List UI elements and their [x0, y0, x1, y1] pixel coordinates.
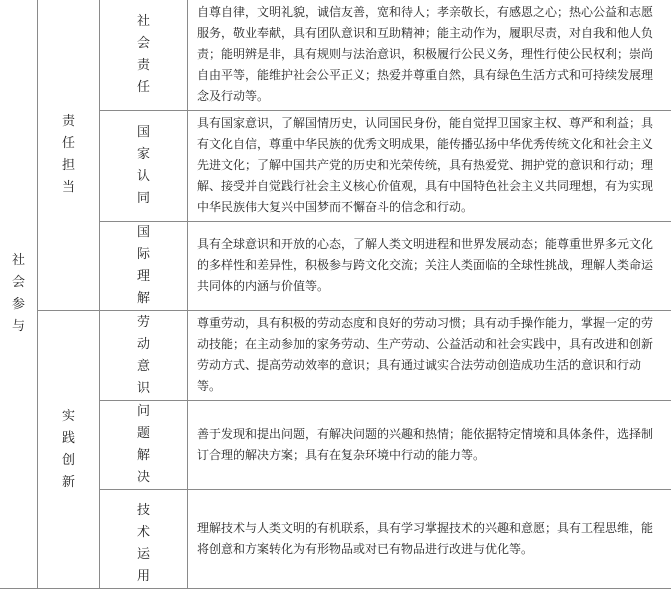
item-label: 问题解决 — [136, 401, 152, 489]
description-cell — [188, 311, 671, 401]
dimension-label: 社会参与 — [11, 250, 27, 338]
group-label: 责任担当 — [61, 111, 77, 199]
item-label: 技术运用 — [136, 490, 152, 588]
item-label: 社会责任 — [136, 11, 152, 99]
description-cell — [188, 111, 671, 222]
item-label: 国际理解 — [136, 222, 152, 310]
table-row — [0, 111, 671, 222]
description-text: 理解技术与人类文明的有机联系，具有学习掌握技术的兴趣和意愿；具有工程思维，能将创意和方案转化为有形物品或对已有物品进行改进与优化等。 — [197, 518, 664, 560]
description-text: 具有全球意识和开放的心态，了解人类文明进程和世界发展动态；能尊重世界多元文化的多样性和差异性，积极参与跨文化交流；关注人类面临的全球性挑战，理解人类命运共同体的内涵与价值等。 — [197, 234, 664, 297]
item-cell-national-identity — [100, 111, 188, 222]
description-cell — [188, 222, 671, 311]
table-row — [0, 311, 671, 401]
item-cell-problem-solving — [100, 401, 188, 490]
table-row — [0, 401, 671, 490]
description-text: 具有国家意识，了解国情历史，认同国民身份，能自觉捍卫国家主权、尊严和利益；具有文化自信，尊重中华民族的优秀文明成果，能传播弘扬中华优秀传统文化和社会主义先进文化；了解中国共产党的历史和光荣传统，具有热爱党、拥护党的意识和行动；理解、接受并自觉践行社会主义核心价值观，具有中国特色社会主义共同理想，有为实现中华民族伟大复兴中国梦而不懈奋斗的信念和行动。 — [197, 113, 664, 218]
dimension-cell — [0, 0, 38, 589]
table-row — [0, 0, 671, 111]
item-cell-technology-application — [100, 490, 188, 589]
description-text: 善于发现和提出问题，有解决问题的兴趣和热情；能依据特定情境和具体条件，选择制订合理的解决方案；具有在复杂环境中行动的能力等。 — [197, 424, 664, 466]
item-cell-social-responsibility — [100, 0, 188, 111]
table-row — [0, 222, 671, 311]
group-cell-responsibility — [38, 0, 100, 311]
description-cell — [188, 0, 671, 111]
item-label: 劳动意识 — [136, 312, 152, 400]
item-label: 国家认同 — [136, 122, 152, 210]
description-text: 尊重劳动，具有积极的劳动态度和良好的劳动习惯；具有动手操作能力，掌握一定的劳动技能；在主动参加的家务劳动、生产劳动、公益活动和社会实践中，具有改进和创新劳动方式、提高劳动效率的意识；具有通过诚实合法劳动创造成功生活的意识和行动等。 — [197, 313, 664, 397]
group-label: 实践创新 — [61, 406, 77, 494]
group-cell-practice-innovation — [38, 311, 100, 589]
description-text: 自尊自律，文明礼貌，诚信友善，宽和待人；孝亲敬长，有感恩之心；热心公益和志愿服务，敬业奉献，具有团队意识和互助精神；能主动作为，履职尽责，对自我和他人负责；能明辨是非，具有规则与法治意识，积极履行公民义务，理性行使公民权利；崇尚自由平等，能维护社会公平正义；热爱并尊重自然，具有绿色生活方式和可持续发展理念及行动等。 — [197, 2, 664, 107]
item-cell-international-understanding — [100, 222, 188, 311]
description-cell — [188, 490, 671, 589]
table-row — [0, 490, 671, 589]
description-cell — [188, 401, 671, 490]
item-cell-labor-awareness — [100, 311, 188, 401]
